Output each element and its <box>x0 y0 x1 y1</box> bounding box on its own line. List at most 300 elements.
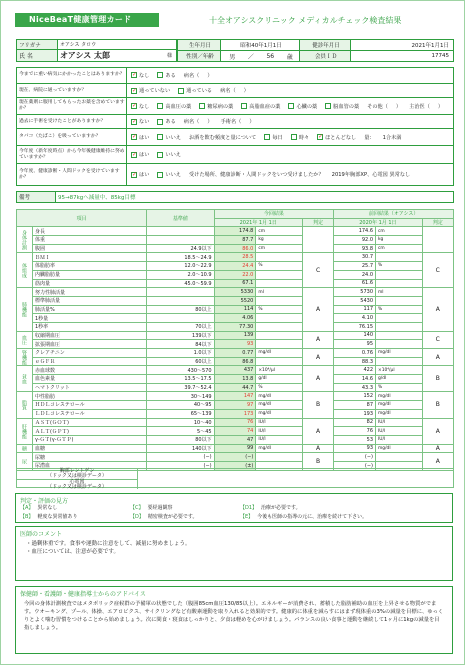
checkbox[interactable] <box>131 119 137 125</box>
member-id-label: 会員ＩＤ <box>299 50 351 62</box>
previous-unit <box>376 270 423 279</box>
doctor-comment-box <box>15 526 453 581</box>
dob-label: 生年月日 <box>177 39 221 51</box>
previous-unit: IU/l <box>376 427 423 436</box>
comment-title: 医師のコメント <box>20 531 63 538</box>
question-text: 今までに重い病気にかかったことはありますか？ <box>19 72 125 77</box>
legend-item: 【D1】 治療が必要です。 <box>240 505 301 511</box>
option-label: 糖尿病の薬 <box>207 103 234 110</box>
previous-value: 152 <box>334 392 376 401</box>
option-label: 高血圧の薬 <box>165 103 192 110</box>
option-label: 脳血管の薬 <box>333 103 360 110</box>
table-row <box>17 418 454 427</box>
item-name: 標準肺活量 <box>33 296 147 305</box>
reference-range: 40〜95 <box>147 401 214 410</box>
table-row <box>17 340 454 349</box>
option-label: 受けた場所、健康診断・人間ドックをいつ受けましたか？ <box>188 172 324 178</box>
checkbox[interactable] <box>131 103 137 109</box>
current-judgment: A <box>302 418 333 444</box>
current-judgment: A <box>302 288 333 331</box>
current-value: 4.06 <box>214 314 256 323</box>
item-name: 血糖 <box>33 444 147 453</box>
option-label: なし <box>139 103 150 110</box>
previous-judgment: B <box>422 392 453 418</box>
table-row <box>17 453 454 462</box>
option-label: なし <box>139 72 150 79</box>
current-unit: ml <box>256 288 303 297</box>
checkbox[interactable] <box>178 88 184 94</box>
item-name: ＢＭＩ <box>33 253 147 262</box>
checkbox[interactable] <box>157 119 163 125</box>
section-label: 肺機能 <box>17 288 33 331</box>
current-value: 5520 <box>214 296 256 305</box>
option-label: 主治医（ <box>409 103 430 110</box>
checkbox[interactable] <box>157 134 163 140</box>
current-unit: IU/l <box>256 427 303 436</box>
furigana-value: オアシス タロウ <box>57 39 177 50</box>
checkbox[interactable] <box>157 152 163 158</box>
current-unit: % <box>256 262 303 271</box>
item-name: 努力性肺活量 <box>33 288 147 297</box>
checkbox[interactable] <box>157 72 163 78</box>
item-name: 1秒量 <box>33 314 147 323</box>
previous-unit <box>376 253 423 262</box>
previous-judgment: A <box>422 444 453 453</box>
checkbox[interactable] <box>131 72 137 78</box>
option-label: 高脂血症の薬 <box>249 103 281 110</box>
previous-value: 93 <box>334 444 376 453</box>
item-name: 身長 <box>33 227 147 236</box>
checkbox[interactable] <box>317 134 323 140</box>
section-label: 脂質 <box>17 392 33 418</box>
checkbox[interactable] <box>199 103 205 109</box>
previous-value: 14.6 <box>334 375 376 384</box>
current-judge-header: 判定 <box>302 218 333 227</box>
member-id-value: 17745 <box>350 50 454 62</box>
table-row <box>17 427 454 436</box>
previous-unit: IU/l <box>376 418 423 427</box>
current-value: 87.7 <box>214 236 256 245</box>
name-value <box>57 49 177 62</box>
checkbox[interactable] <box>291 134 297 140</box>
item-name: ｅＧＦＲ <box>33 357 147 366</box>
table-row <box>17 392 454 401</box>
option-label: 毎日 <box>272 134 283 141</box>
option-label: 病名（ <box>183 119 200 125</box>
results-table <box>16 209 454 471</box>
current-unit <box>256 279 303 288</box>
option-label: その他（ <box>367 103 388 110</box>
reference-range: 84以下 <box>147 340 214 349</box>
sex-age-value: 男 ／ 56 歳 <box>220 50 300 62</box>
current-value: 173 <box>214 409 256 418</box>
previous-value: 174.6 <box>334 227 376 236</box>
current-unit: kg <box>256 236 303 245</box>
previous-judgment: A <box>422 418 453 444</box>
reference-range: 139以下 <box>147 331 214 340</box>
current-unit: IU/l <box>256 418 303 427</box>
previous-unit: IU/l <box>376 435 423 444</box>
option-label: いいえ <box>165 134 181 141</box>
table-row <box>17 383 454 392</box>
reference-range: 39.7〜52.4 <box>147 383 214 392</box>
table-row <box>17 279 454 288</box>
table-row <box>17 296 454 305</box>
option-label: 心臓の薬 <box>296 103 318 110</box>
item-name: 体重 <box>33 236 147 245</box>
option-label: 2019年胸部XP、心電図 異常なし <box>331 172 411 178</box>
previous-value: 30.7 <box>334 253 376 262</box>
current-value: 437 <box>214 366 256 375</box>
question-text: 今年度（新年度時点）から今年後健康維持に努めていますか？ <box>19 148 125 160</box>
dob-value: 昭和40年1月1日 <box>220 39 300 51</box>
current-unit <box>256 340 303 349</box>
section-label: 血圧 <box>17 331 33 348</box>
current-value: 5330 <box>214 288 256 297</box>
previous-unit: % <box>376 305 423 314</box>
option-label: いいえ <box>165 172 181 178</box>
legend-box <box>15 493 453 523</box>
checkbox[interactable] <box>157 172 163 178</box>
option-label: お酒を飲む頻度と量について <box>188 134 257 141</box>
current-value: (±) <box>214 461 256 470</box>
table-row <box>17 305 454 314</box>
legend-item: 【A】 異常なし <box>20 505 58 511</box>
previous-value: 43.3 <box>334 383 376 392</box>
reference-range: 10〜40 <box>147 418 214 427</box>
previous-unit: % <box>376 262 423 271</box>
current-unit: g/dl <box>256 375 303 384</box>
table-row <box>17 322 454 331</box>
reference-range: 430〜570 <box>147 366 214 375</box>
table-row <box>17 349 454 358</box>
section-label: 貧血 <box>17 366 33 392</box>
checkbox[interactable] <box>131 134 137 140</box>
option-label: ） <box>249 119 255 125</box>
item-name: ＡＳＴ(ＧＯＴ) <box>33 418 147 427</box>
previous-judgment: A <box>422 288 453 331</box>
current-judgment: A <box>302 444 333 453</box>
current-judgment: B <box>302 453 333 470</box>
clinic-title: 十全オアシスクリニック メディカルチェック検査結果 <box>209 16 402 25</box>
xray-label: 胸部レントゲン （ドック又は検診データ） <box>47 468 107 479</box>
option-label: 手術名（ <box>220 119 242 125</box>
previous-unit: g/dl <box>376 375 423 384</box>
table-row <box>17 227 454 236</box>
item-name: 内臓脂肪量 <box>33 270 147 279</box>
previous-unit: mg/dl <box>376 349 423 358</box>
question-row <box>16 84 454 98</box>
option-label: ほとんどなし <box>325 134 357 141</box>
previous-unit <box>376 340 423 349</box>
table-row <box>17 244 454 253</box>
previous-unit <box>376 357 423 366</box>
previous-value: 5430 <box>334 296 376 305</box>
reference-range: 45.0〜59.9 <box>147 279 214 288</box>
previous-unit: % <box>376 383 423 392</box>
reference-range <box>147 236 214 245</box>
previous-unit <box>376 279 423 288</box>
current-value: 24.4 <box>214 262 256 271</box>
checkbox[interactable] <box>131 172 137 178</box>
table-row <box>17 357 454 366</box>
option-label: 時々 <box>298 134 310 141</box>
item-name: ＡＬＴ(ＧＰＴ) <box>33 427 147 436</box>
item-name: ＬＤＬコレステロール <box>33 409 147 418</box>
current-unit: % <box>256 305 303 314</box>
current-value: 22.0 <box>214 270 256 279</box>
question-row <box>16 67 454 84</box>
previous-judgment: A <box>422 453 453 470</box>
current-unit: % <box>256 383 303 392</box>
item-name: 中性脂肪 <box>33 392 147 401</box>
previous-unit <box>376 453 423 462</box>
previous-unit <box>376 314 423 323</box>
option-label: 病名（ <box>183 72 200 79</box>
current-unit: ×10⁴/μl <box>256 366 303 375</box>
item-name: ＨＤＬコレステロール <box>33 401 147 410</box>
reference-range: 65〜139 <box>147 409 214 418</box>
item-name: ヘマトクリット <box>33 383 147 392</box>
current-judgment: C <box>302 253 333 288</box>
table-row <box>17 444 454 453</box>
reference-range <box>147 227 214 236</box>
previous-value: 93.8 <box>334 244 376 253</box>
previous-value: 95 <box>334 340 376 349</box>
current-value: 93 <box>214 340 256 349</box>
current-unit <box>256 322 303 331</box>
previous-judgment: B <box>422 366 453 392</box>
previous-value: 87 <box>334 401 376 410</box>
previous-value: 88.3 <box>334 357 376 366</box>
current-judgment: A <box>302 366 333 392</box>
table-row <box>17 435 454 444</box>
checkbox[interactable] <box>241 103 247 109</box>
current-date: 2021年 1月 1日 <box>214 218 302 227</box>
current-unit <box>256 270 303 279</box>
previous-unit: mg/dl <box>376 401 423 410</box>
current-value: 47 <box>214 435 256 444</box>
reference-range: 13.5〜17.5 <box>147 375 214 384</box>
table-row <box>17 253 454 262</box>
item-name: 筋肉量 <box>33 279 147 288</box>
previous-value: (−) <box>334 453 376 462</box>
sex-age-label: 性別／年齢 <box>177 50 221 62</box>
option-label: ない <box>139 119 150 125</box>
current-unit <box>256 253 303 262</box>
item-name: 尿潜血 <box>33 461 147 470</box>
option-label: 病名（ <box>220 88 236 94</box>
patient-name: オアシス 太郎 <box>60 51 110 60</box>
item-name: 肺活量% <box>33 305 147 314</box>
table-row <box>17 409 454 418</box>
reference-range: 1.0以下 <box>147 349 214 358</box>
section-label: 尿 <box>17 453 33 470</box>
current-unit <box>256 314 303 323</box>
previous-value: 422 <box>334 366 376 375</box>
item-name: γ-ＧＴ(γ-ＧＴＰ) <box>33 435 147 444</box>
previous-value: 193 <box>334 409 376 418</box>
current-judgment: A <box>302 349 333 366</box>
option-label: はい <box>139 134 150 141</box>
reference-range: 140以下 <box>147 444 214 453</box>
current-value: 74 <box>214 427 256 436</box>
current-unit: cm <box>256 244 303 253</box>
reference-range: 80以上 <box>147 305 214 314</box>
current-value: 67.1 <box>214 279 256 288</box>
note-value: 95→87kgへ減量中、85kg目標 <box>55 191 454 203</box>
col-item: 項目 <box>17 210 147 227</box>
reference-range: 24.9以下 <box>147 244 214 253</box>
option-label: 量： <box>364 134 375 141</box>
current-unit <box>256 357 303 366</box>
option-label: ） <box>207 72 213 79</box>
question-text: 過去に手術を受けたことがありますか？ <box>19 118 106 124</box>
option-label: はい <box>139 172 150 178</box>
current-value: 77.30 <box>214 322 256 331</box>
checkbox[interactable] <box>325 103 331 109</box>
section-label: 糖 <box>17 444 33 453</box>
question-row <box>16 129 454 146</box>
legend-item: 【C】 要経過観察 <box>130 505 173 511</box>
reference-range: 5〜45 <box>147 427 214 436</box>
previous-judgment: A <box>422 349 453 366</box>
section-label: 腎機能 <box>17 349 33 366</box>
previous-value: 92.0 <box>334 236 376 245</box>
previous-unit: ml <box>376 288 423 297</box>
question-text: 今年度、健康診断・人間ドックを受けていますか？ <box>19 168 120 180</box>
table-row <box>17 401 454 410</box>
advice-title: 保健師・看護師・健康指導士からのアドバイス <box>20 591 146 598</box>
option-label: 通っていない <box>139 88 171 94</box>
col-previous: 前回結果（オアシス） <box>334 210 454 219</box>
table-row <box>17 236 454 245</box>
previous-value: 4.10 <box>334 314 376 323</box>
current-unit: IU/l <box>256 435 303 444</box>
current-unit: cm <box>256 227 303 236</box>
current-value: 86.0 <box>214 244 256 253</box>
imaging-block <box>16 468 454 488</box>
exam-date-value: 2021年1月1日 <box>350 39 454 51</box>
table-row <box>17 314 454 323</box>
previous-value: 53 <box>334 435 376 444</box>
previous-value: 76 <box>334 427 376 436</box>
legend-item: 【B】 軽度な異常値あり <box>20 514 78 520</box>
table-row <box>17 331 454 340</box>
previous-value: 140 <box>334 331 376 340</box>
item-name: 尿糖 <box>33 453 147 462</box>
checkbox[interactable] <box>131 88 137 94</box>
item-name: 体脂肪率 <box>33 262 147 271</box>
current-judgment: B <box>302 392 333 418</box>
previous-value: 61.6 <box>334 279 376 288</box>
item-name: 拡張期血圧 <box>33 340 147 349</box>
previous-judge-header: 判定 <box>422 218 453 227</box>
previous-unit <box>376 296 423 305</box>
table-row <box>17 366 454 375</box>
previous-value: 25.7 <box>334 262 376 271</box>
option-label: はい <box>139 152 150 158</box>
section-label: 身体計測 <box>17 227 33 253</box>
note-label: 備考 <box>16 191 56 203</box>
current-unit: mg/dl <box>256 401 303 410</box>
table-row <box>17 288 454 297</box>
checkbox[interactable] <box>288 103 294 109</box>
previous-unit: kg <box>376 236 423 245</box>
current-value: 28.5 <box>214 253 256 262</box>
option-label: ある <box>165 72 176 79</box>
question-row <box>16 98 454 115</box>
checkbox[interactable] <box>131 152 137 158</box>
reference-range <box>147 296 214 305</box>
option-label: 通っている <box>186 88 213 94</box>
current-unit: mg/dl <box>256 349 303 358</box>
table-row <box>17 270 454 279</box>
option-label: ） <box>395 103 402 110</box>
reference-range: 60以上 <box>147 357 214 366</box>
checkbox[interactable] <box>264 134 270 140</box>
ecg-label: 心電図 （ドック又は検診データ） <box>17 479 137 489</box>
previous-value: 82 <box>334 418 376 427</box>
current-value: 97 <box>214 401 256 410</box>
option-label: ） <box>207 119 213 125</box>
current-judgment <box>302 227 333 253</box>
reference-range: 30〜149 <box>147 392 214 401</box>
question-text: 現在、病院に通っていますか？ <box>19 87 87 93</box>
option-label: いいえ <box>165 152 181 158</box>
sex-value: 男 <box>229 53 236 61</box>
legend-item: 【D】 精密検査が必要です。 <box>130 514 198 520</box>
current-unit: mg/dl <box>256 392 303 401</box>
previous-unit <box>376 331 423 340</box>
current-unit <box>256 453 303 462</box>
exam-date-label: 健診年月日 <box>299 39 351 51</box>
option-label: ある <box>165 119 176 125</box>
previous-unit: cm <box>376 227 423 236</box>
previous-unit <box>376 322 423 331</box>
previous-unit: mg/dl <box>376 444 423 453</box>
item-name: 1秒率 <box>33 322 147 331</box>
question-row <box>16 164 454 186</box>
table-row <box>17 375 454 384</box>
previous-judgment: C <box>422 253 453 288</box>
current-value: 44.7 <box>214 383 256 392</box>
current-unit: mg/dl <box>256 409 303 418</box>
current-value: 174.8 <box>214 227 256 236</box>
comment-line: ・血圧については、注意が必要です。 <box>26 549 119 555</box>
previous-unit: cm <box>376 244 423 253</box>
previous-judgment <box>422 227 453 253</box>
table-row <box>17 262 454 271</box>
item-name: 腹囲 <box>33 244 147 253</box>
current-unit: mg/dl <box>256 444 303 453</box>
current-value: 147 <box>214 392 256 401</box>
current-unit <box>256 296 303 305</box>
question-text: タバコ（たばこ）を吸っていますか？ <box>19 134 101 139</box>
col-current: 今回結果 <box>214 210 334 219</box>
checkbox[interactable] <box>157 103 163 109</box>
question-text: 現在薬剤に服用してもらったお薬を含めていますか？ <box>19 100 125 111</box>
legend-item: 【E】 今後も医師の指導の元に、治療を続けて下さい。 <box>240 514 368 520</box>
previous-value: (−) <box>334 461 376 470</box>
furigana-label: フリガナ <box>16 39 58 50</box>
section-label: 体組成 <box>17 253 33 288</box>
previous-unit: mg/dl <box>376 409 423 418</box>
question-row <box>16 146 454 164</box>
current-value: (−) <box>214 453 256 462</box>
col-ref: 基準値 <box>147 210 214 227</box>
current-value: 0.77 <box>214 349 256 358</box>
